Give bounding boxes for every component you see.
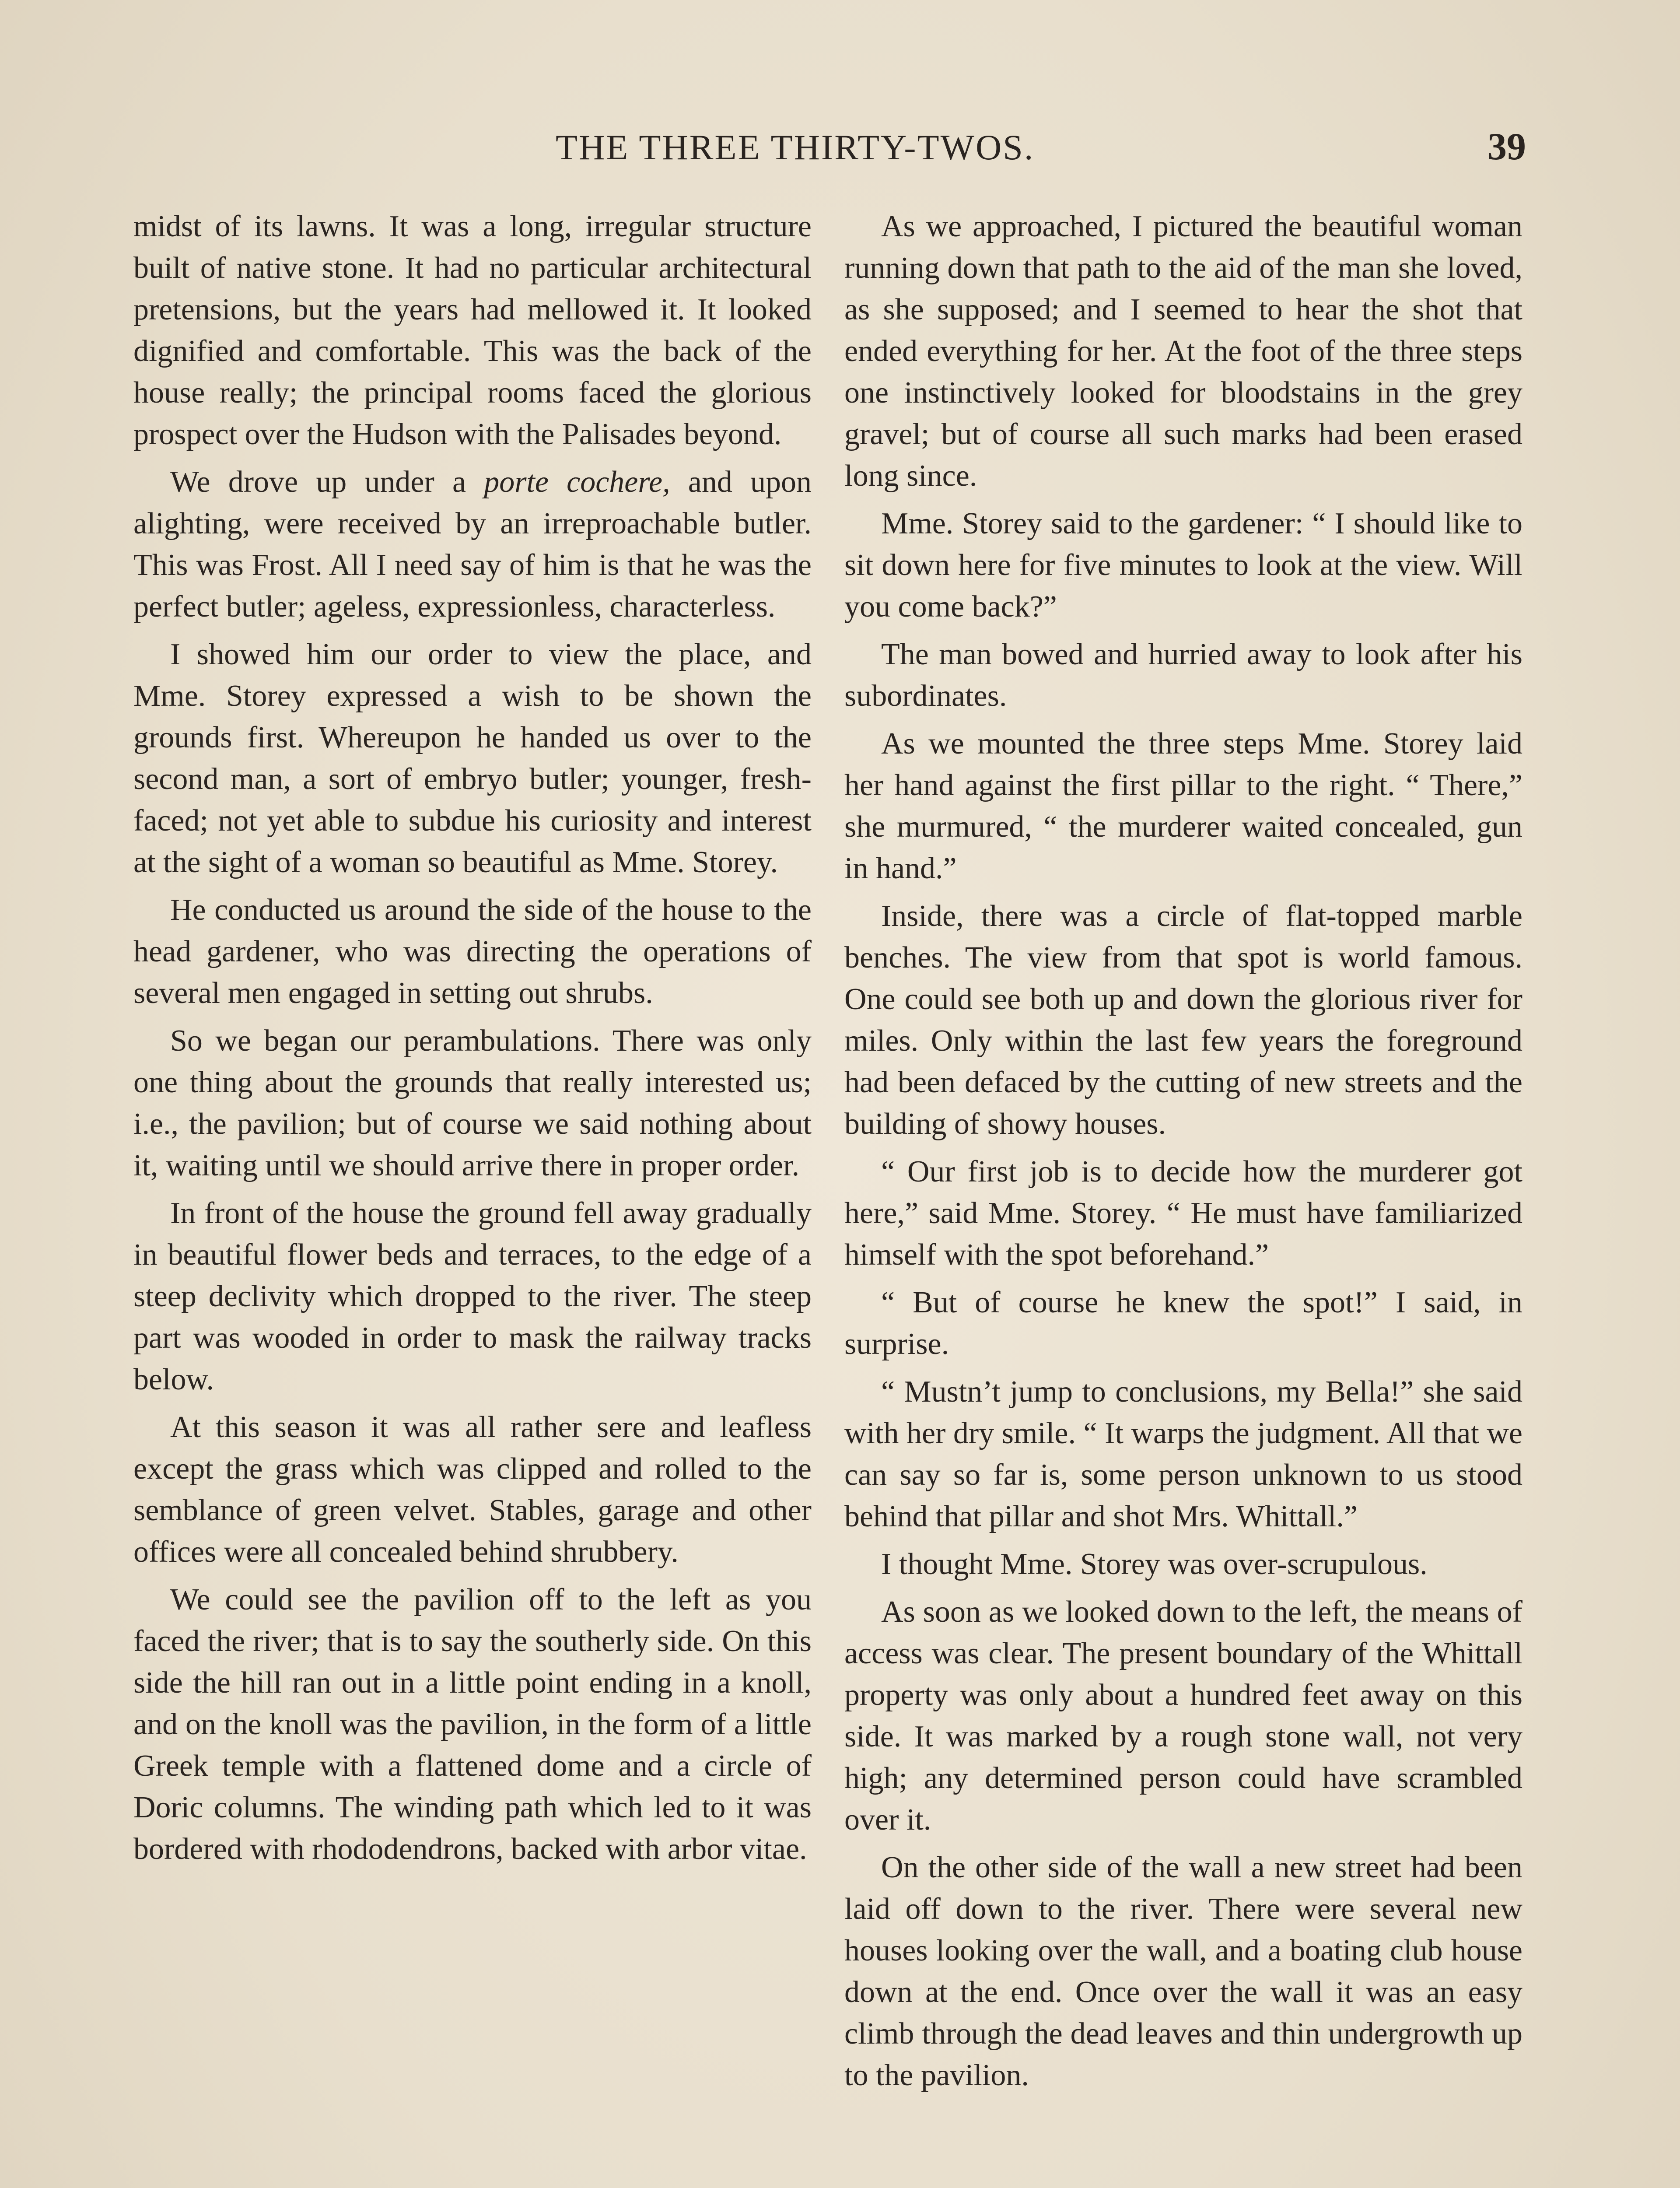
left-column (133, 206, 812, 1876)
paragraph: In front of the house the ground fell away gradually in beautiful flower beds and terraces, to the edge of a steep declivity which dropped to the river. The steep part was wooded in order to mask the railway tracks below. (133, 1196, 812, 1396)
paragraph: As we mounted the three steps Mme. Storey laid her hand against the first pillar to the right. “ There,” she murmured, “ the murderer waited concealed, gun in hand.” (844, 727, 1522, 885)
running-title: THE THREE THIRTY-TWOS. (556, 127, 1035, 167)
paragraph: On the other side of the wall a new street had been laid off down to the river. There were several new houses looking over the wall, and a boating club house down at the end. Once over the wall it was an easy climb through the dead leaves and thin undergrowth up to the pavilion. (844, 1851, 1522, 2092)
paragraph: So we began our perambulations. There was only one thing about the grounds that really interested us; i.e., the pavilion; but of course we said nothing about it, waiting until we should arrive there in proper order. (133, 1024, 812, 1182)
paragraph: The man bowed and hurried away to look after his subordinates. (844, 638, 1522, 713)
italic-phrase: porte cochere, (484, 465, 670, 499)
paragraph: Inside, there was a circle of flat-topped marble benches. The view from that spot is world famous. One could see both up and down the glorious river for miles. Only within the last few years the foreground had been defaced by the cutting of new streets and the building of showy houses. (844, 899, 1522, 1141)
paragraph: As soon as we looked down to the left, the means of access was clear. The present boundary of the Whittall property was only about a hundred feet away on this side. It was marked by a rough stone wall, not very high; any determined person could have scrambled over it. (844, 1595, 1522, 1837)
page-number: 39 (1488, 126, 1526, 168)
paragraph: He conducted us around the side of the house to the head gardener, who was directing the operations of several men engaged in setting out shrubs. (133, 893, 812, 1010)
paragraph: “ Our first job is to decide how the murderer got here,” said Mme. Storey. “ He must have familiarized himself with the spot beforehand.” (844, 1155, 1522, 1272)
paragraph: We could see the pavilion off to the left as you faced the river; that is to say the southerly side. On this side the hill ran out in a little point ending in a knoll, and on the knoll was the pavilion, in the form of a little Greek temple with a flattened dome and a circle of Doric columns. The winding path which led to it was bordered with rhododendrons, backed with arbor vitae. (133, 1583, 812, 1866)
paragraph: As we approached, I pictured the beautiful woman running down that path to the aid of the man she loved, as she supposed; and I seemed to hear the shot that ended everything for her. At the foot of the three steps one instinctively looked for bloodstains in the grey gravel; but of course all such marks had been erased long since. (844, 210, 1522, 493)
paragraph: “ But of course he knew the spot!” I said, in surprise. (844, 1286, 1522, 1361)
paragraph-text: and upon alighting, were received by an irreproachable butler. This was Frost. All I need say of him is that he was the perfect butler; ageless, expressionless, characterless. (133, 465, 812, 624)
paragraph-text: We drove up under a (170, 465, 484, 499)
paragraph: At this season it was all rather sere and leafless except the grass which was clipped and rolled to the semblance of green velvet. Stables, garage and other offices were all concealed behind shrubbery. (133, 1410, 812, 1569)
paragraph (133, 461, 812, 628)
paragraph: I showed him our order to view the place, and Mme. Storey expressed a wish to be shown the grounds first. Whereupon he handed us over to the second man, a sort of embryo butler; younger, fresh-faced; not yet able to subdue his curiosity and interest at the sight of a woman so beautiful as Mme. Storey. (133, 638, 812, 879)
paragraph: Mme. Storey said to the gardener: “ I should like to sit down here for five minutes to look at the view. Will you come back?” (844, 507, 1522, 624)
paragraph: I thought Mme. Storey was over-scrupulous. (881, 1547, 1428, 1581)
right-column (844, 206, 1522, 2102)
paragraph: midst of its lawns. It was a long, irregular structure built of native stone. It had no particular architectural pretensions, but the years had mellowed it. It looked dignified and comfortable. This was the back of the house really; the principal rooms faced the glorious prospect over the Hudson with the Palisades beyond. (133, 210, 812, 451)
paragraph: “ Mustn’t jump to conclusions, my Bella!” she said with her dry smile. “ It warps the judgment. All that we can say so far is, some person unknown to us stood behind that pillar and shot Mrs. Whittall.” (844, 1375, 1522, 1533)
